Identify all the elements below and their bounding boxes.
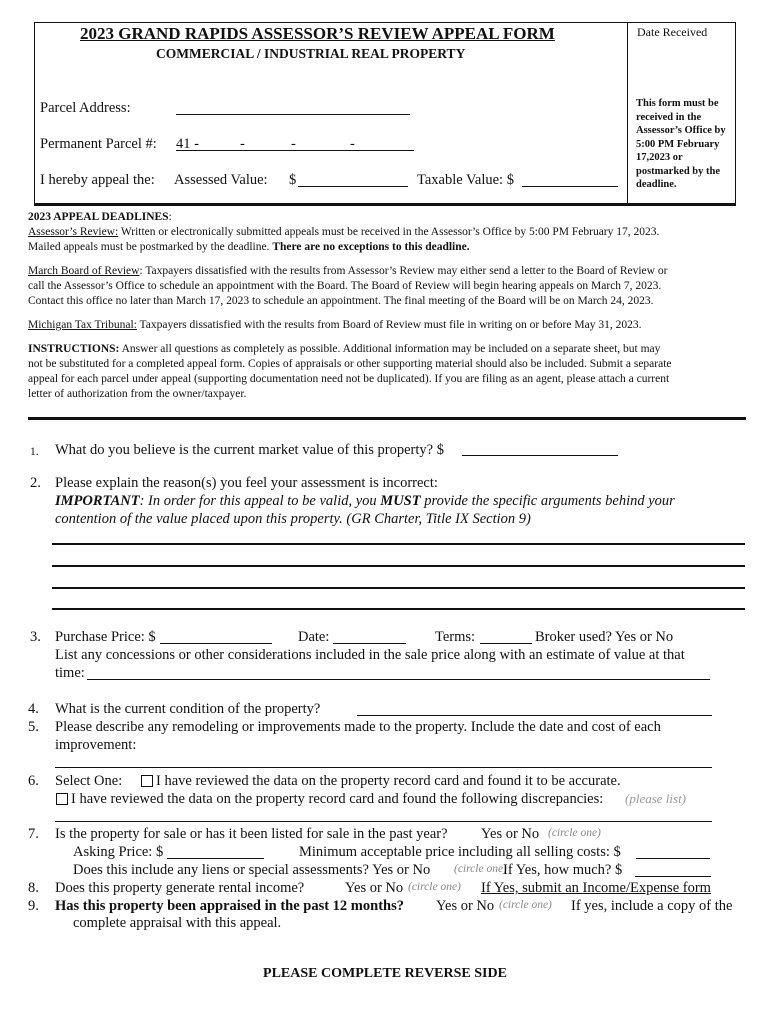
q3-list-text: List any concessions or other considerations included in the sale price along with an estimate of value at that <box>55 647 685 663</box>
parcel-prefix: 41 - <box>176 136 199 152</box>
reverse-side-note: PLEASE COMPLETE REVERSE SIDE <box>263 966 507 981</box>
q7-liens-circle-one: (circle one) <box>454 863 507 875</box>
q9-yes-no[interactable]: Yes or No <box>436 898 495 914</box>
q2-text: Please explain the reason(s) you feel your assessment is incorrect: <box>55 475 438 491</box>
assessed-value-field[interactable] <box>298 186 408 187</box>
assessed-dollar: $ <box>289 172 297 188</box>
mbor-text-1: : Taxpayers dissatisfied with the results from Assessor’s Review may either send a letter to the Board of Review or <box>139 265 668 277</box>
q1-number: 1. <box>30 446 39 458</box>
q8-submit-note: If Yes, submit an Income/Expense form <box>481 880 711 896</box>
important-text-b: provide the specific arguments behind your <box>420 493 675 509</box>
must-label: MUST <box>380 493 421 509</box>
q3-time-label: time: <box>55 665 85 681</box>
parcel-dash-1: - <box>240 136 245 152</box>
q6-discrepancy-field[interactable] <box>55 821 712 822</box>
deadline-notice: This form must be received in the Assessor’s Office by 5:00 PM February 17,2023 or postmarked by the deadline. <box>636 98 726 190</box>
q1-text: What do you believe is the current market value of this property? $ <box>55 442 444 458</box>
important-text-a: : In order for this appeal to be valid, you <box>139 493 381 509</box>
assessed-value-label: Assessed Value: <box>174 172 268 188</box>
q7-circle-one: (circle one) <box>548 827 601 839</box>
q2-answer-line-1[interactable] <box>52 543 745 545</box>
q3-date-label: Date: <box>298 629 330 645</box>
q9-copy-note: If yes, include a copy of the <box>571 898 733 914</box>
q6-accurate-checkbox[interactable] <box>141 775 153 787</box>
assessor-review-text: Written or electronically submitted appeals must be received in the Assessor’s Office by 5:00 PM February 17, 2023. <box>118 226 660 238</box>
q5-text-b: improvement: <box>55 737 137 753</box>
permanent-parcel-label: Permanent Parcel #: <box>40 136 157 152</box>
q7-howmuch-label: If Yes, how much? $ <box>503 862 623 878</box>
q2-answer-line-4[interactable] <box>52 608 745 610</box>
q5-improvement-field[interactable] <box>55 767 712 768</box>
q7-asking-label: Asking Price: $ <box>73 844 164 860</box>
parcel-address-field[interactable] <box>176 114 410 115</box>
instructions-4: letter of authorization from the owner/taxpayer. <box>28 388 247 400</box>
q8-yes-no[interactable]: Yes or No <box>345 880 404 896</box>
header-bottom-rule <box>34 203 736 206</box>
q6-please-list: (please list) <box>625 791 687 806</box>
q9-text-b: complete appraisal with this appeal. <box>73 915 282 931</box>
q3-number: 3. <box>30 629 41 645</box>
q1-market-value-field[interactable] <box>462 455 618 456</box>
q3-terms-field[interactable] <box>480 643 532 644</box>
form-subtitle: COMMERCIAL / INDUSTRIAL REAL PROPERTY <box>156 46 466 61</box>
appeal-label: I hereby appeal the: <box>40 172 155 188</box>
q3-terms-label: Terms: <box>435 629 476 645</box>
q6-discrepancy-checkbox[interactable] <box>56 793 68 805</box>
form-title: 2023 GRAND RAPIDS ASSESSOR’S REVIEW APPEAL FORM <box>80 24 555 43</box>
q8-circle-one: (circle one) <box>408 881 461 893</box>
q7-yes-no[interactable]: Yes or No <box>481 826 540 842</box>
section-divider <box>28 417 746 420</box>
parcel-address-label: Parcel Address: <box>40 100 131 116</box>
mtt-label: Michigan Tax Tribunal: <box>28 319 137 331</box>
q3-date-field[interactable] <box>333 643 406 644</box>
q7-asking-field[interactable] <box>167 858 264 859</box>
q3-time-field[interactable] <box>87 679 710 680</box>
no-exceptions-text: There are no exceptions to this deadline. <box>272 241 470 253</box>
q7-liens: Does this include any liens or special assessments? Yes or No <box>73 862 431 878</box>
q6-select-label: Select One: <box>55 773 123 789</box>
q4-number: 4. <box>28 701 39 717</box>
q3-broker: Broker used? Yes or No <box>535 629 674 645</box>
important-label: IMPORTANT <box>55 493 140 509</box>
instructions-2: not be substituted for a completed appeal form. Copies of appraisals or other supporting material should also be included. Submit a separate <box>28 358 672 370</box>
deadlines-section <box>28 210 748 402</box>
q8-text: Does this property generate rental income? <box>55 880 305 896</box>
taxable-value-label: Taxable Value: $ <box>417 172 514 188</box>
assessor-review-label: Assessor’s Review: <box>28 226 119 238</box>
q7-number: 7. <box>28 826 39 842</box>
parcel-dash-3: - <box>350 136 355 152</box>
q4-text: What is the current condition of the property? <box>55 701 321 717</box>
q9-text: Has this property been appraised in the past 12 months? <box>55 898 404 914</box>
q7-min-label: Minimum acceptable price including all selling costs: $ <box>299 844 621 860</box>
q2-answer-line-2[interactable] <box>52 565 745 567</box>
q4-condition-field[interactable] <box>357 715 712 716</box>
q5-text: Please describe any remodeling or improvements made to the property. Include the date and cost of each <box>55 719 661 735</box>
q9-circle-one: (circle one) <box>499 899 552 911</box>
deadlines-colon: : <box>168 211 172 223</box>
q5-number: 5. <box>28 719 39 735</box>
date-received-divider <box>627 22 628 204</box>
assessor-mailed-text: Mailed appeals must be postmarked by the deadline. <box>28 241 273 253</box>
date-received-label: Date Received <box>637 25 708 39</box>
q2-number: 2. <box>30 475 41 491</box>
q2-important-c: contention of the value placed upon this property. (GR Charter, Title IX Section 9) <box>55 511 531 527</box>
mtt-text: Taxpayers dissatisfied with the results from Board of Review must file in writing on or before May 31, 2023. <box>136 319 642 331</box>
taxable-value-field[interactable] <box>522 186 618 187</box>
mbor-text-2: call the Assessor’s Office to schedule an appointment with the Board. The Board of Review will begin hearing appeals on March 7, 2023. <box>28 280 662 292</box>
q7-howmuch-field[interactable] <box>635 876 711 877</box>
q9-number: 9. <box>28 898 39 914</box>
q8-number: 8. <box>28 880 39 896</box>
q6-option-1: I have reviewed the data on the property record card and found it to be accurate. <box>156 773 621 789</box>
q7-text: Is the property for sale or has it been listed for sale in the past year? <box>55 826 448 842</box>
deadlines-heading: 2023 APPEAL DEADLINES <box>28 211 169 223</box>
mbor-text-3: Contact this office no later than March 17, 2023 to schedule an appointment. The final meeting of the Board will be on March 24, 2023. <box>28 295 654 307</box>
instructions-1: Answer all questions as completely as possible. Additional information may be included on a separate sheet, but may <box>119 343 661 355</box>
instructions-label: INSTRUCTIONS: <box>28 343 120 355</box>
mbor-label: March Board of Review <box>28 265 140 277</box>
q6-number: 6. <box>28 773 39 789</box>
q3-price-label: Purchase Price: $ <box>55 629 156 645</box>
q6-option-2: I have reviewed the data on the property record card and found the following discrepancies: <box>71 791 604 807</box>
instructions-3: appeal for each parcel under appeal (supporting documentation need not be duplicated). If you are filing as an agent, please attach a current <box>28 373 670 385</box>
parcel-dash-2: - <box>291 136 296 152</box>
q7-min-field[interactable] <box>636 858 710 859</box>
q2-answer-line-3[interactable] <box>52 587 745 589</box>
q2-important <box>55 492 675 510</box>
q3-price-field[interactable] <box>160 643 272 644</box>
